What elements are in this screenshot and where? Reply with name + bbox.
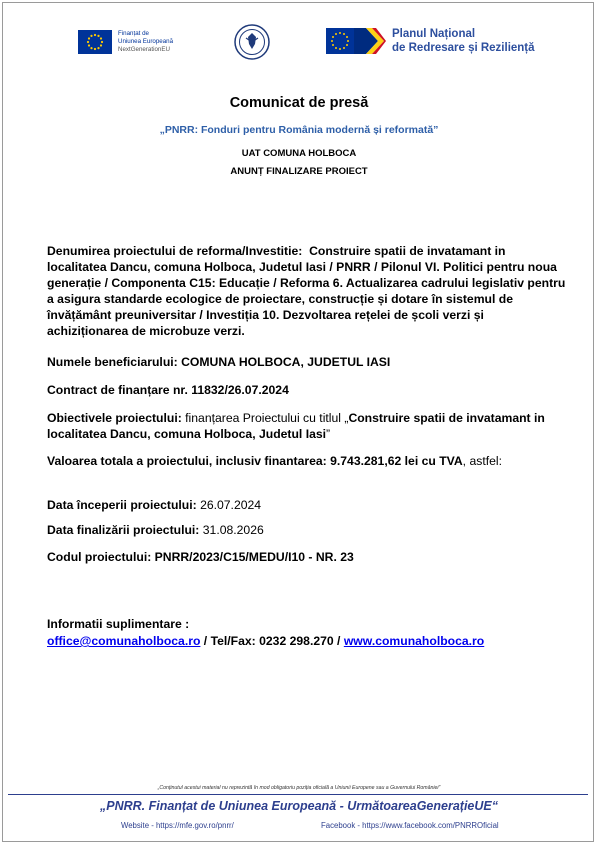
objectives-project-title: Construire spatii de invatamant in localitatea Dancu, comuna Holboca, Judetul Iasi bbox=[47, 411, 545, 441]
contract-line: Contract de finanțare nr. 11832/26.07.2024 bbox=[47, 383, 289, 397]
value-label: Valoarea totala a proiectului, inclusiv finantarea: 9.743.281,62 lei cu TVA bbox=[47, 454, 463, 468]
objectives-paragraph bbox=[47, 410, 567, 442]
start-date-label: Data începerii proiectului: bbox=[47, 498, 197, 512]
eu-funding-logo bbox=[78, 30, 173, 54]
footer-divider bbox=[8, 794, 588, 795]
project-name-value: Construire spatii de invatamant in localitatea Dancu, comuna Holboca, Judetul Iasi / PNRR / Pilonul VI. Politici pentru noua generație / Componenta C15: Educație / Reforma 6. Actualizarea cadrului legislativ pentru a asigura standarde ecologice de proiectare, construcție și dotare în sistemul de învățământ preuniversitar / Investiția 10. Dezvoltarea rețelei de școli verzi și achiziționarea de microbuze verzi. bbox=[47, 244, 566, 338]
announcement-heading: ANUNȚ FINALIZARE PROIECT bbox=[230, 166, 368, 177]
pnrr-flag-icon bbox=[326, 24, 386, 58]
additional-info-label: Informatii suplimentare : bbox=[47, 617, 190, 631]
beneficiary-line: Numele beneficiarului: COMUNA HOLBOCA, JUDETUL IASI bbox=[47, 355, 391, 369]
project-name-paragraph bbox=[47, 243, 567, 339]
document-title: Comunicat de presă bbox=[229, 95, 369, 111]
footer-facebook: Facebook - https://www.facebook.com/PNRROficial bbox=[321, 821, 499, 830]
end-date-label: Data finalizării proiectului: bbox=[47, 523, 200, 537]
footer-website: Website - https://mfe.gov.ro/pnrr/ bbox=[121, 821, 234, 830]
footer-disclaimer: „Conținutul acestui material nu reprezintă în mod obligatoriu poziția oficială a Uniunii Europene sau a Guvernului României” bbox=[157, 785, 441, 791]
value-paragraph bbox=[47, 453, 567, 469]
start-date-line bbox=[47, 497, 567, 513]
pnrr-logo bbox=[326, 24, 535, 58]
email-link[interactable]: office@comunaholboca.ro bbox=[47, 634, 201, 648]
project-name-label: Denumirea proiectului de reforma/Investitie: bbox=[47, 244, 303, 258]
tel-fax-text: / Tel/Fax: 0232 298.270 / bbox=[200, 634, 344, 648]
objectives-label: Obiectivele proiectului: bbox=[47, 411, 182, 425]
end-date-value: 31.08.2026 bbox=[202, 523, 264, 537]
objectives-text: finanțarea Proiectului cu titlul „ bbox=[185, 411, 349, 425]
pnrr-logo-line1: Planul Național bbox=[392, 28, 476, 40]
website-link[interactable]: www.comunaholboca.ro bbox=[343, 634, 485, 648]
value-end: , astfel: bbox=[462, 454, 502, 468]
eu-logo-line3: NextGenerationEU bbox=[118, 46, 170, 53]
pnrr-logo-line2: de Redresare și Reziliență bbox=[392, 42, 535, 54]
eu-logo-line2: Uniunea Europeană bbox=[118, 38, 174, 45]
contact-line bbox=[47, 633, 567, 649]
uat-name: UAT COMUNA HOLBOCA bbox=[241, 148, 357, 159]
romanian-government-seal-icon bbox=[234, 24, 270, 60]
end-date-line bbox=[47, 522, 567, 538]
footer-title: „PNRR. Finanțat de Uniunea Europeană - UrmătoareaGenerațieUE“ bbox=[99, 799, 498, 813]
start-date-value: 26.07.2024 bbox=[200, 498, 262, 512]
eu-logo-line1: Finanțat de bbox=[118, 30, 149, 37]
document-subtitle: „PNRR: Fonduri pentru România modernă și reformată” bbox=[159, 124, 439, 136]
project-code-line: Codul proiectului: PNRR/2023/C15/MEDU/I10 - NR. 23 bbox=[47, 550, 354, 564]
eu-flag-icon bbox=[78, 30, 112, 54]
objectives-end: ” bbox=[326, 427, 331, 441]
